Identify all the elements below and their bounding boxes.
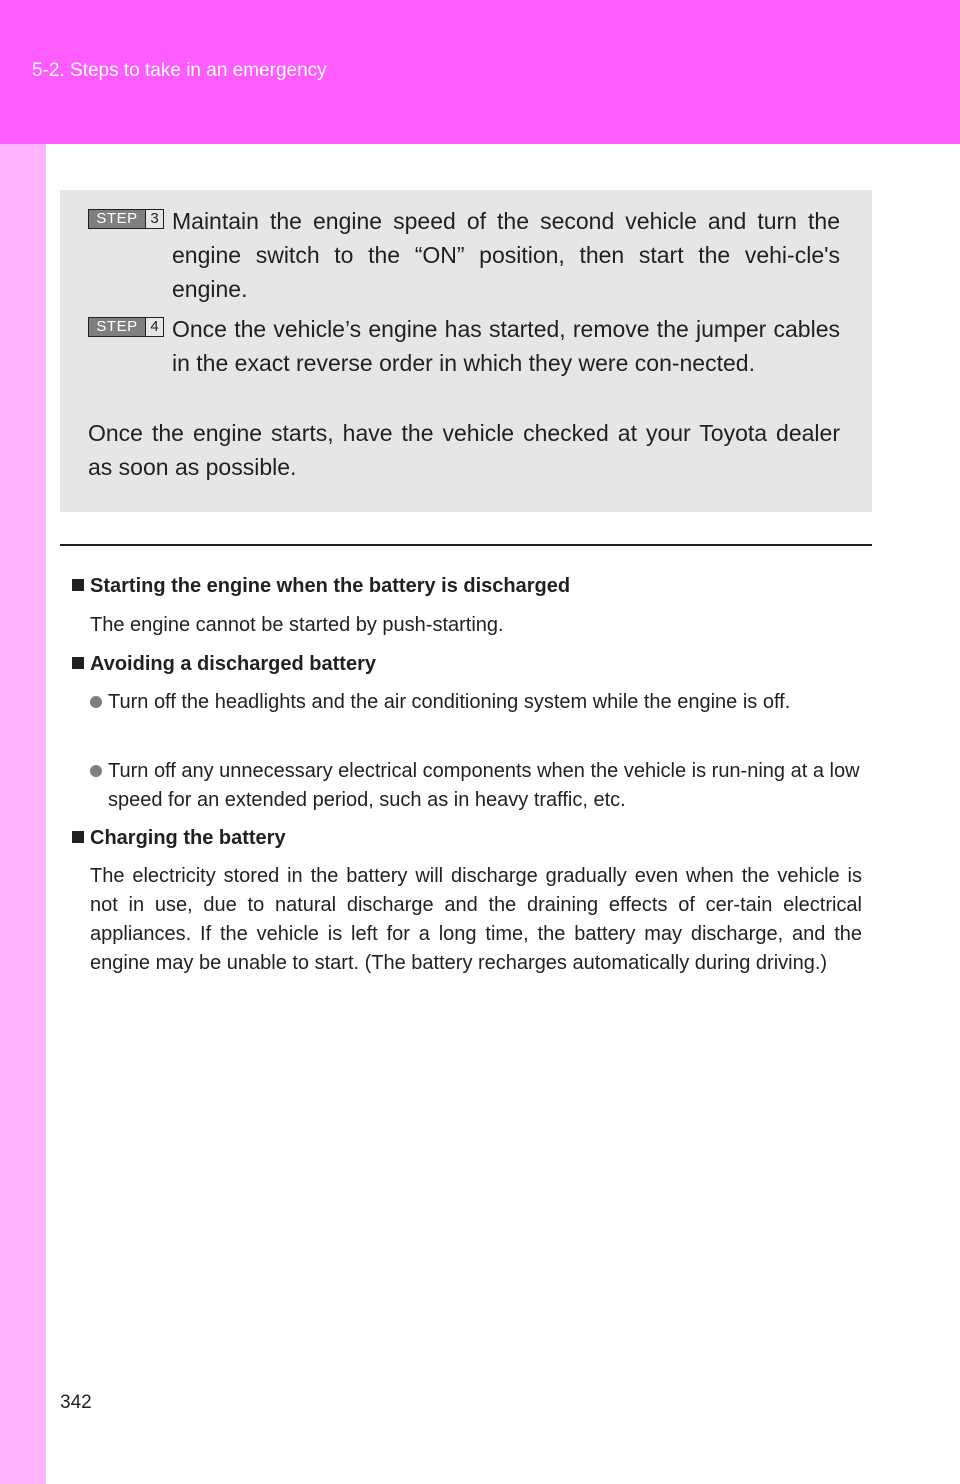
- bullet-item: [90, 757, 862, 815]
- bullet-text: Turn off the headlights and the air conditioning system while the engine is off.: [108, 691, 791, 713]
- note-heading-text: Starting the engine when the battery is discharged: [90, 575, 571, 597]
- note-body-charging: The electricity stored in the battery will discharge gradually even when the vehicle is not in use, due to natural discharge and the draining effects of cer-tain electrical appliances. If the vehicle is left for a long time, the battery may discharge, and the engine may be unable to start. (The battery recharges automatically during driving.): [90, 865, 862, 974]
- step-badge-number: 4: [145, 318, 163, 336]
- note-heading-text: Charging the battery: [90, 827, 286, 849]
- square-bullet-icon: [72, 657, 84, 669]
- step-badge-word: STEP: [89, 210, 145, 228]
- note-heading-starting: [72, 573, 862, 599]
- step-badge-4: [88, 317, 164, 337]
- step-badge-3: [88, 209, 164, 229]
- bullet-text: Turn off any unnecessary electrical components when the vehicle is run-ning at a low speed for an extended period, such as in heavy traffic, etc.: [108, 760, 860, 811]
- step-4-text: Once the vehicle’s engine has started, remove the jumper cables in the exact reverse order in which they were con-nected.: [172, 316, 840, 376]
- note-heading-avoiding: [72, 651, 862, 677]
- step-4: [88, 312, 840, 380]
- square-bullet-icon: [72, 579, 84, 591]
- left-margin-strip: [0, 144, 46, 1484]
- page-number: 342: [60, 1392, 92, 1413]
- square-bullet-icon: [72, 831, 84, 843]
- section-divider: [60, 544, 872, 546]
- header-band: [0, 0, 960, 144]
- note-heading-charging: [72, 825, 862, 851]
- step-badge-number: 3: [145, 210, 163, 228]
- note-body-starting: The engine cannot be started by push-starting.: [90, 614, 504, 636]
- bullet-item: [90, 688, 862, 717]
- step-note: Once the engine starts, have the vehicle checked at your Toyota dealer as soon as possible.: [88, 420, 840, 480]
- round-bullet-icon: [90, 765, 102, 777]
- note-heading-text: Avoiding a discharged battery: [90, 653, 376, 675]
- section-title: 5-2. Steps to take in an emergency: [32, 60, 327, 81]
- step-3-text: Maintain the engine speed of the second vehicle and turn the engine switch to the “ON” position, then start the vehi-cle's engine.: [172, 208, 840, 302]
- round-bullet-icon: [90, 696, 102, 708]
- step-3: [88, 204, 840, 306]
- step-badge-word: STEP: [89, 318, 145, 336]
- step-box: [60, 190, 872, 512]
